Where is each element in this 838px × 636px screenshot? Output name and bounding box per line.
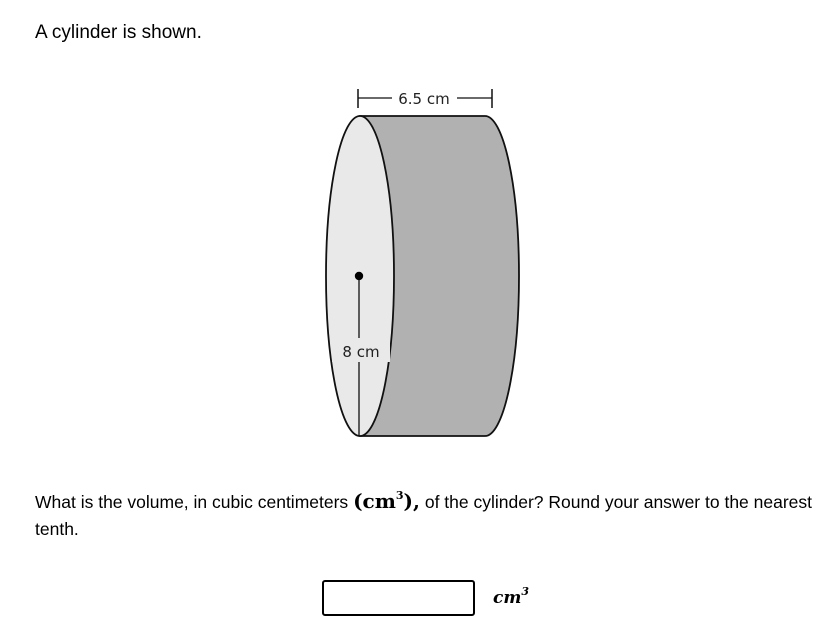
cylinder-figure [320,78,530,448]
question-text [35,482,820,543]
answer-input[interactable] [322,580,475,616]
height-label: 6.5 cm [398,90,450,108]
question-part2: of the cylinder? Round your answer to the nearest tenth. [35,492,813,539]
answer-unit [493,585,529,608]
math-close: ), [403,489,420,513]
height-dimension [358,89,492,108]
answer-unit-exponent: 3 [521,585,529,598]
prompt-text: A cylinder is shown. [35,22,202,43]
math-unit [353,489,420,513]
cylinder-diagram [320,78,530,448]
question-part1: What is the volume, in cubic centimeters [35,492,349,512]
radius-label: 8 cm [342,343,380,361]
center-dot [355,272,363,280]
math-open: (cm [353,489,396,513]
answer-unit-base: cm [493,588,522,608]
math-exponent: 3 [395,489,404,502]
